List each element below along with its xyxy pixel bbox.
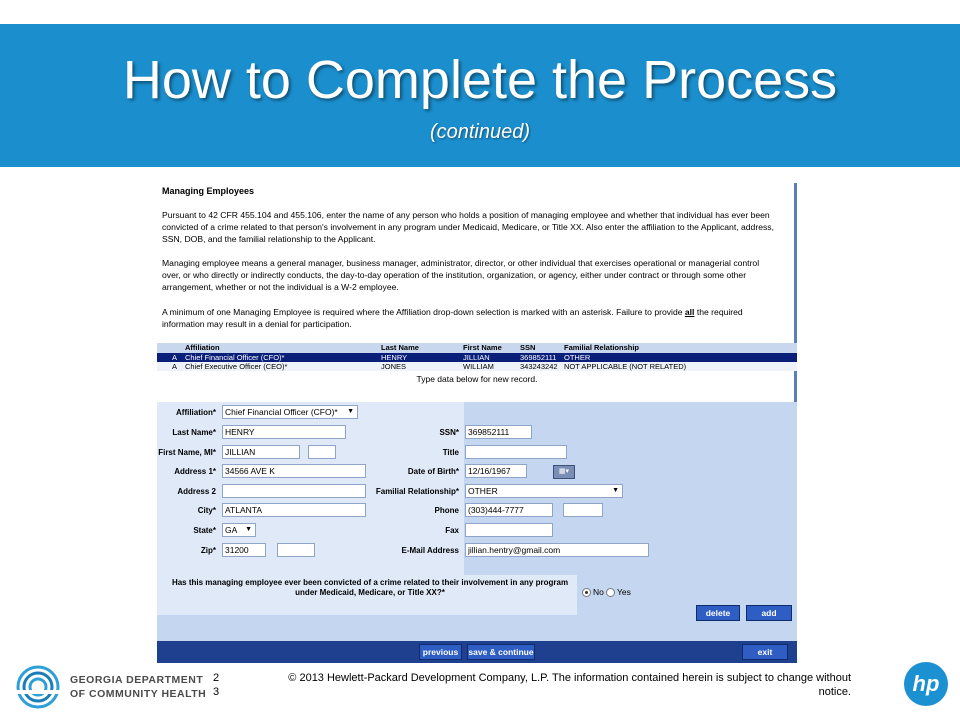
radio-no-label: No	[593, 587, 604, 597]
conviction-question: Has this managing employee ever been convicted of a crime related to their involvement in any program under Medicaid, Medicare, or Title XX?*	[171, 578, 569, 597]
intro-paragraph-1: Pursuant to 42 CFR 455.104 and 455.106, enter the name of any person who holds a position of managing employee and whether that individual has ever been convicted of a crime related to that person's involvement in any program under Medicaid, Medicare, or Title XX. Also enter the affiliation to the Applicant, address, SSN, DOB, and the familial relationship to the Applicant.	[162, 210, 774, 244]
calendar-icon[interactable]: ▦▾	[553, 465, 575, 479]
header-last-name: Last Name	[381, 343, 419, 352]
new-record-note: Type data below for new record.	[416, 374, 538, 384]
affiliation-label: Affiliation*	[176, 408, 216, 417]
middle-initial-field[interactable]	[308, 445, 336, 459]
row-affiliation: Chief Executive Officer (CEO)*	[185, 362, 288, 371]
zip-label: Zip*	[200, 546, 216, 555]
intro-paragraph-2: Managing employee means a general manager, business manager, administrator, director, or other individual that exercises operational or managerial control over, or who directly or indirectly conducts, the day-to-day operation of the institution, organization, or agency, either under contract or through some other arrangement, whether or not the individual is a W-2 employee.	[162, 258, 760, 292]
org-line-2: OF COMMUNITY HEALTH	[70, 688, 207, 700]
chevron-down-icon: ▼	[612, 487, 619, 494]
fax-label: Fax	[445, 526, 459, 535]
chevron-down-icon: ▼	[245, 526, 252, 533]
fax-field[interactable]	[465, 523, 553, 537]
row-last-name: JONES	[381, 362, 407, 371]
row-flag: A	[172, 353, 178, 362]
address1-label: Address 1*	[174, 467, 216, 476]
slide-subtitle: (continued)	[429, 121, 531, 143]
copyright-line-1: © 2013 Hewlett-Packard Development Company, L.P. The information contained herein is subject to change without	[288, 672, 851, 684]
row-ssn: 343243242	[520, 362, 558, 371]
last-name-field[interactable]: HENRY	[222, 425, 346, 439]
hp-logo: hp	[904, 662, 948, 706]
row-flag: A	[172, 362, 178, 371]
dob-label: Date of Birth*	[407, 467, 459, 476]
employees-grid	[157, 343, 797, 371]
row-affiliation: Chief Financial Officer (CFO)*	[185, 353, 285, 362]
address2-field[interactable]	[222, 484, 366, 498]
city-label: City*	[197, 506, 216, 515]
state-label: State*	[193, 526, 216, 535]
ssn-label: SSN*	[439, 428, 459, 437]
radio-yes-label: Yes	[617, 587, 631, 597]
email-field[interactable]: jillian.hentry@gmail.com	[465, 543, 649, 557]
affiliation-select[interactable]	[222, 405, 358, 419]
affiliation-value: Chief Financial Officer (CFO)*	[225, 407, 338, 417]
header-affiliation: Affiliation	[185, 343, 220, 352]
title-field[interactable]	[465, 445, 567, 459]
copyright-line-2: notice.	[818, 686, 851, 698]
page-digit-2: 3	[213, 686, 220, 698]
familial-value: OTHER	[468, 486, 498, 496]
row-last-name: HENRY	[381, 353, 408, 362]
table-row[interactable]	[157, 353, 797, 362]
page-digit-1: 2	[213, 672, 220, 684]
employee-form	[157, 402, 797, 663]
row-first-name: JILLIAN	[463, 353, 490, 362]
section-title: Managing Employees	[162, 186, 255, 196]
copyright-notice	[233, 671, 851, 699]
first-name-label: First Name, MI*	[158, 448, 216, 457]
delete-button[interactable]: delete	[696, 605, 740, 621]
chevron-down-icon: ▼	[347, 408, 354, 415]
row-ssn: 369852111	[520, 353, 557, 362]
state-value: GA	[225, 525, 238, 535]
phone-field[interactable]: (303)444-7777	[465, 503, 553, 517]
add-button[interactable]: add	[746, 605, 792, 621]
exit-button[interactable]: exit	[742, 644, 788, 660]
intro-paragraph-3: A minimum of one Managing Employee is required where the Affiliation drop-down selection is marked with an asterisk. Failure to provide all the required information may result in a denial for participation.	[162, 307, 743, 329]
familial-label: Familial Relationship*	[375, 487, 459, 496]
header-first-name: First Name	[463, 343, 502, 352]
grid-header	[157, 343, 797, 353]
previous-button[interactable]: previous	[419, 644, 462, 660]
header-relationship: Familial Relationship	[564, 343, 640, 352]
state-select[interactable]	[222, 523, 256, 537]
city-field[interactable]: ATLANTA	[222, 503, 366, 517]
header-ssn: SSN	[520, 343, 536, 352]
row-relationship: OTHER	[564, 353, 591, 362]
radio-yes[interactable]	[606, 588, 615, 597]
app-screenshot	[157, 183, 797, 663]
radio-no[interactable]	[582, 588, 591, 597]
row-first-name: WILLIAM	[463, 362, 494, 371]
title-label: Title	[442, 448, 459, 457]
zip-field[interactable]: 31200	[222, 543, 266, 557]
table-row[interactable]	[157, 362, 797, 371]
save-continue-button[interactable]: save & continue	[467, 644, 535, 660]
ssn-field[interactable]: 369852111	[465, 425, 532, 439]
org-name	[70, 673, 206, 701]
page-number	[213, 671, 225, 699]
address1-field[interactable]: 34566 AVE K	[222, 464, 366, 478]
first-name-field[interactable]: JILLIAN	[222, 445, 300, 459]
last-name-label: Last Name*	[172, 428, 216, 437]
zip4-field[interactable]	[277, 543, 315, 557]
row-relationship: NOT APPLICABLE (NOT RELATED)	[564, 362, 687, 371]
familial-select[interactable]	[465, 484, 623, 498]
dob-field[interactable]: 12/16/1967	[465, 464, 527, 478]
org-line-1: GEORGIA DEPARTMENT	[70, 674, 204, 686]
email-label: E-Mail Address	[401, 546, 459, 555]
address2-label: Address 2	[177, 487, 216, 496]
phone-ext-field[interactable]	[563, 503, 603, 517]
slide-title: How to Complete the Process	[122, 50, 838, 110]
phone-label: Phone	[434, 506, 459, 515]
